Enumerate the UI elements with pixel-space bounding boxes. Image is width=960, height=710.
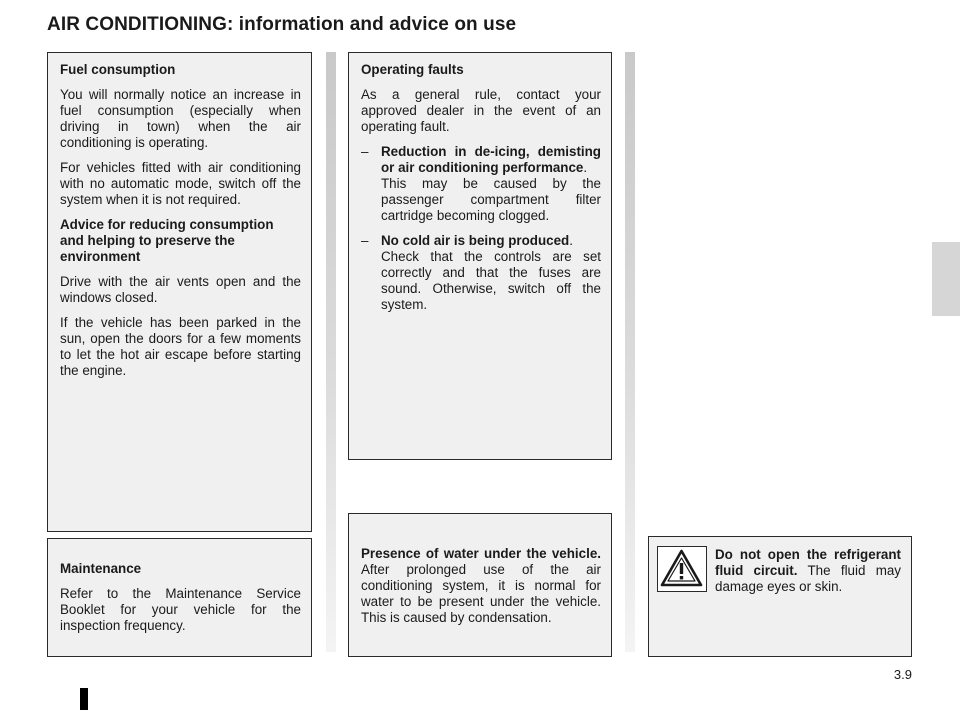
warning-text: [715, 547, 901, 595]
maintenance-heading: Maintenance: [60, 561, 142, 576]
fuel-consumption-paragraph-2: For vehicles fitted with air conditioning with no automatic mode, switch off the system when it is not required.: [60, 160, 301, 207]
water-under-vehicle-heading: Presence of water under the vehicle.: [361, 546, 601, 561]
warning-heading: Do not open the refrigerant fluid circuit.: [715, 547, 901, 578]
fault-item-text: Check that the controls are set correctly and that the fuses are sound. Otherwise, switch off the system.: [381, 249, 601, 312]
water-under-vehicle-text: [361, 546, 601, 626]
fault-item-title-end: .: [583, 160, 588, 175]
page-title: AIR CONDITIONING: information and advice on use: [47, 14, 517, 35]
advice-heading: Advice for reducing consumption and helping to preserve the environment: [60, 217, 274, 264]
fault-item-title: No cold air is being produced: [381, 233, 570, 248]
advice-paragraph-1: Drive with the air vents open and the windows closed.: [60, 274, 301, 305]
fault-item-title: Reduction in de-icing, demisting or air conditioning performance: [381, 144, 601, 175]
fault-item: [361, 144, 601, 224]
water-under-vehicle-box: [348, 513, 612, 657]
fault-item-text: This may be caused by the passenger compartment filter cartridge becoming clogged.: [381, 176, 601, 223]
fault-item: [361, 233, 601, 313]
advice-paragraph-2: If the vehicle has been parked in the sun, open the doors for a few moments to let the hot air escape before starting the engine.: [60, 315, 301, 378]
operating-faults-intro: As a general rule, contact your approved dealer in the event of an operating fault.: [361, 87, 601, 134]
fuel-consumption-heading: Fuel consumption: [60, 62, 176, 77]
maintenance-text: Refer to the Maintenance Service Booklet for your vehicle for the inspection frequency.: [60, 586, 301, 633]
fuel-consumption-paragraph-1: You will normally notice an increase in fuel consumption (especially when driving in town) when the air conditioning is operating.: [60, 87, 301, 150]
operating-faults-box: [348, 52, 612, 460]
column-divider-right: [625, 52, 635, 652]
water-under-vehicle-body: After prolonged use of the air conditioning system, it is normal for water to be present under the vehicle. This is caused by condensation.: [361, 562, 601, 625]
fault-item-title-end: .: [569, 233, 573, 248]
column-divider-left: [326, 52, 336, 652]
maintenance-box: [47, 538, 312, 657]
chapter-tab-marker: [932, 242, 960, 316]
fuel-consumption-box: [47, 52, 312, 532]
dash-marker: –: [361, 144, 369, 159]
page-corner-bar: [80, 688, 88, 710]
warning-triangle-icon: [657, 546, 707, 592]
page-number: 3.9: [893, 667, 912, 682]
dash-marker: –: [361, 233, 369, 248]
warning-body: The fluid may damage eyes or skin.: [715, 563, 901, 594]
operating-faults-heading: Operating faults: [361, 62, 464, 77]
